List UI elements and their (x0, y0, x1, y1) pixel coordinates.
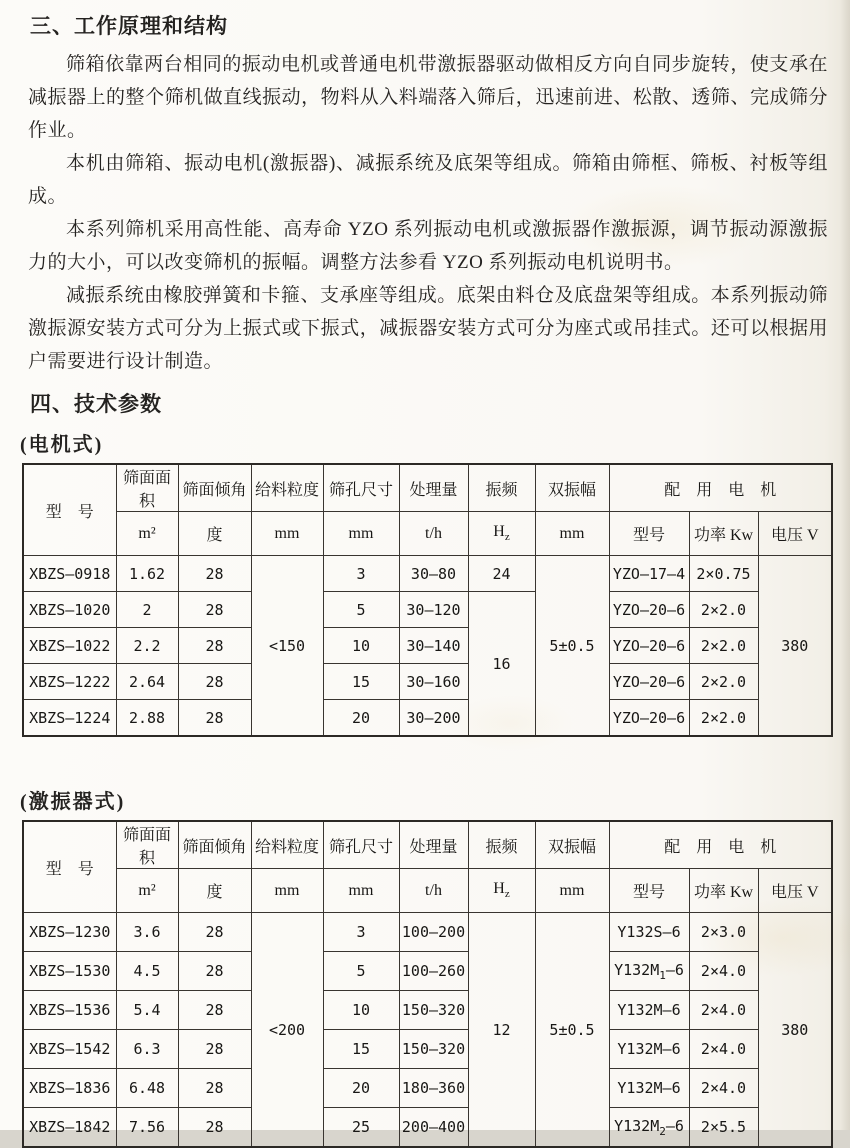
table-cell: 2×2.0 (689, 592, 758, 628)
table-cell: 5 (323, 592, 399, 628)
table-cell: 2×5.5 (689, 1108, 758, 1148)
header-cell: 型号 (609, 869, 689, 913)
table-cell: 20 (323, 1069, 399, 1108)
table-cell: 2×2.0 (689, 700, 758, 737)
table-row (23, 464, 832, 512)
header-cell: $H_z$ (468, 869, 535, 913)
table-cell: 180—360 (399, 1069, 468, 1108)
header-cell: 电压 V (758, 869, 832, 913)
table-cell: 150—320 (399, 991, 468, 1030)
table-cell: 5±0.5 (535, 556, 609, 737)
table-cell: XBZS—1842 (23, 1108, 116, 1148)
table-cell: 6.3 (116, 1030, 178, 1069)
table-cell: Y132M—6 (609, 991, 689, 1030)
table-row (23, 628, 832, 664)
table-cell: 2 (116, 592, 178, 628)
table-cell: XBZS—1542 (23, 1030, 116, 1069)
table-cell: 3 (323, 556, 399, 592)
table-cell: 28 (178, 700, 251, 737)
table-cell: 150—320 (399, 1030, 468, 1069)
table-cell: 12 (468, 913, 535, 1148)
header-cell: m² (116, 869, 178, 913)
table-cell: Y132M—6 (609, 1030, 689, 1069)
header-cell: mm (251, 869, 323, 913)
header-cell: 筛面面积 (116, 464, 178, 512)
header-cell: 筛孔尺寸 (323, 821, 399, 869)
table-cell: XBZS—0918 (23, 556, 116, 592)
table-cell: 2×2.0 (689, 628, 758, 664)
table-cell: 5±0.5 (535, 913, 609, 1148)
header-cell: 筛面面积 (116, 821, 178, 869)
table-cell: 100—260 (399, 952, 468, 991)
table-cell: <200 (251, 913, 323, 1148)
table-cell: YZO—20—6 (609, 664, 689, 700)
table-cell: 28 (178, 952, 251, 991)
table-cell: 25 (323, 1108, 399, 1148)
header-cell: 给料粒度 (251, 821, 323, 869)
section-title-working-principle: 三、工作原理和结构 (30, 14, 228, 38)
table-cell: XBZS—1230 (23, 913, 116, 952)
table-cell: 6.48 (116, 1069, 178, 1108)
table-row (23, 869, 832, 913)
table-cell: 20 (323, 700, 399, 737)
header-cell: 筛面倾角 (178, 464, 251, 512)
table-cell: 24 (468, 556, 535, 592)
table-cell: 28 (178, 1069, 251, 1108)
header-cell: t/h (399, 869, 468, 913)
table-cell: 30—160 (399, 664, 468, 700)
table-cell: 7.56 (116, 1108, 178, 1148)
motor-table-caption: (电机式) (20, 434, 104, 456)
table-cell: 10 (323, 991, 399, 1030)
table-cell: Y132S—6 (609, 913, 689, 952)
table-cell: <150 (251, 556, 323, 737)
table-cell: 380 (758, 556, 832, 737)
table-cell: YZO—20—6 (609, 628, 689, 664)
table-cell: 30—120 (399, 592, 468, 628)
table-row (23, 700, 832, 737)
motor-type-spec-table (22, 463, 833, 737)
header-cell: 给料粒度 (251, 464, 323, 512)
table-cell: 2×4.0 (689, 1030, 758, 1069)
header-cell: mm (251, 512, 323, 556)
header-cell: 振频 (468, 821, 535, 869)
table-cell: $Y132M_1—6$ (609, 952, 689, 991)
header-cell: t/h (399, 512, 468, 556)
table-cell: 1.62 (116, 556, 178, 592)
table-row (23, 952, 832, 991)
paragraph-vibration-source: 本系列筛机采用高性能、高寿命 YZO 系列振动电机或激振器作激振源，调节振动源激振力的大小，可以改变筛机的振幅。调整方法参看 YZO 系列振动电机说明书。 (28, 219, 828, 273)
table-cell: 30—200 (399, 700, 468, 737)
header-cell: 配 用 电 机 (609, 464, 832, 512)
table-cell: 10 (323, 628, 399, 664)
table-cell: XBZS—1020 (23, 592, 116, 628)
header-cell: 度 (178, 869, 251, 913)
table-cell: 2×2.0 (689, 664, 758, 700)
header-cell: 电压 V (758, 512, 832, 556)
table-cell: 28 (178, 556, 251, 592)
header-cell: 筛面倾角 (178, 821, 251, 869)
table-cell: $Y132M_2—6$ (609, 1108, 689, 1148)
table-cell: XBZS—1536 (23, 991, 116, 1030)
table-row (23, 556, 832, 592)
header-cell: 型 号 (23, 464, 116, 556)
header-cell: 振频 (468, 464, 535, 512)
header-cell: 度 (178, 512, 251, 556)
table-cell: 5 (323, 952, 399, 991)
exciter-type-spec-table (22, 820, 833, 1148)
table-cell: 28 (178, 592, 251, 628)
table-cell: XBZS—1222 (23, 664, 116, 700)
table-cell: XBZS—1022 (23, 628, 116, 664)
table-cell: 100—200 (399, 913, 468, 952)
header-cell: $H_z$ (468, 512, 535, 556)
table-cell: YZO—17—4 (609, 556, 689, 592)
table-cell: 15 (323, 664, 399, 700)
table-cell: 2.64 (116, 664, 178, 700)
header-cell: mm (535, 869, 609, 913)
header-cell: 型号 (609, 512, 689, 556)
table-cell: 28 (178, 664, 251, 700)
header-cell: mm (323, 512, 399, 556)
paragraph-operating-principle: 筛箱依靠两台相同的振动电机或普通电机带激振器驱动做相反方向自同步旋转，使支承在减振器上的整个筛机做直线振动，物料从入料端落入筛后，迅速前进、松散、透筛、完成筛分作业。 (28, 54, 828, 141)
table-row (23, 1108, 832, 1148)
table-cell: 5.4 (116, 991, 178, 1030)
table-cell: YZO—20—6 (609, 700, 689, 737)
exciter-table-caption: (激振器式) (20, 791, 126, 813)
table-cell: Y132M—6 (609, 1069, 689, 1108)
table-cell: 200—400 (399, 1108, 468, 1148)
header-cell: 功率 Kw (689, 512, 758, 556)
section-title-technical-parameters: 四、技术参数 (30, 392, 162, 416)
table-cell: 30—80 (399, 556, 468, 592)
table-row (23, 821, 832, 869)
table-row (23, 592, 832, 628)
header-cell: 型 号 (23, 821, 116, 913)
table-cell: 3.6 (116, 913, 178, 952)
header-cell: mm (323, 869, 399, 913)
table-cell: 28 (178, 913, 251, 952)
header-cell: 筛孔尺寸 (323, 464, 399, 512)
header-cell: 功率 Kw (689, 869, 758, 913)
header-cell: mm (535, 512, 609, 556)
table-cell: XBZS—1530 (23, 952, 116, 991)
table-cell: 2×4.0 (689, 1069, 758, 1108)
header-cell: 双振幅 (535, 464, 609, 512)
table-cell: 28 (178, 1030, 251, 1069)
header-cell: 配 用 电 机 (609, 821, 832, 869)
header-cell: 处理量 (399, 464, 468, 512)
table-cell: 15 (323, 1030, 399, 1069)
table-cell: 2.88 (116, 700, 178, 737)
table-cell: 30—140 (399, 628, 468, 664)
table-row (23, 1069, 832, 1108)
table-cell: 28 (178, 628, 251, 664)
table-cell: XBZS—1836 (23, 1069, 116, 1108)
table-row (23, 913, 832, 952)
table-cell: 2.2 (116, 628, 178, 664)
header-cell: m² (116, 512, 178, 556)
paragraph-damping-system: 减振系统由橡胶弹簧和卡箍、支承座等组成。底架由料仓及底盘架等组成。本系列振动筛激振源安装方式可分为上振式或下振式，减振器安装方式可分为座式或吊挂式。还可以根据用户需要进行设计制造。 (28, 285, 828, 372)
table-cell: 3 (323, 913, 399, 952)
paragraph-machine-composition: 本机由筛箱、振动电机(激振器)、减振系统及底架等组成。筛箱由筛框、筛板、衬板等组成。 (28, 153, 828, 207)
table-cell: 2×0.75 (689, 556, 758, 592)
table-cell: 28 (178, 1108, 251, 1148)
table-cell: YZO—20—6 (609, 592, 689, 628)
header-cell: 双振幅 (535, 821, 609, 869)
table-cell: XBZS—1224 (23, 700, 116, 737)
table-cell: 28 (178, 991, 251, 1030)
table-cell: 380 (758, 913, 832, 1148)
table-cell: 2×4.0 (689, 952, 758, 991)
table-row (23, 991, 832, 1030)
table-cell: 2×3.0 (689, 913, 758, 952)
table-cell: 4.5 (116, 952, 178, 991)
table-row (23, 664, 832, 700)
table-row (23, 1030, 832, 1069)
table-cell: 2×4.0 (689, 991, 758, 1030)
header-cell: 处理量 (399, 821, 468, 869)
table-cell: 16 (468, 592, 535, 737)
table-row (23, 512, 832, 556)
